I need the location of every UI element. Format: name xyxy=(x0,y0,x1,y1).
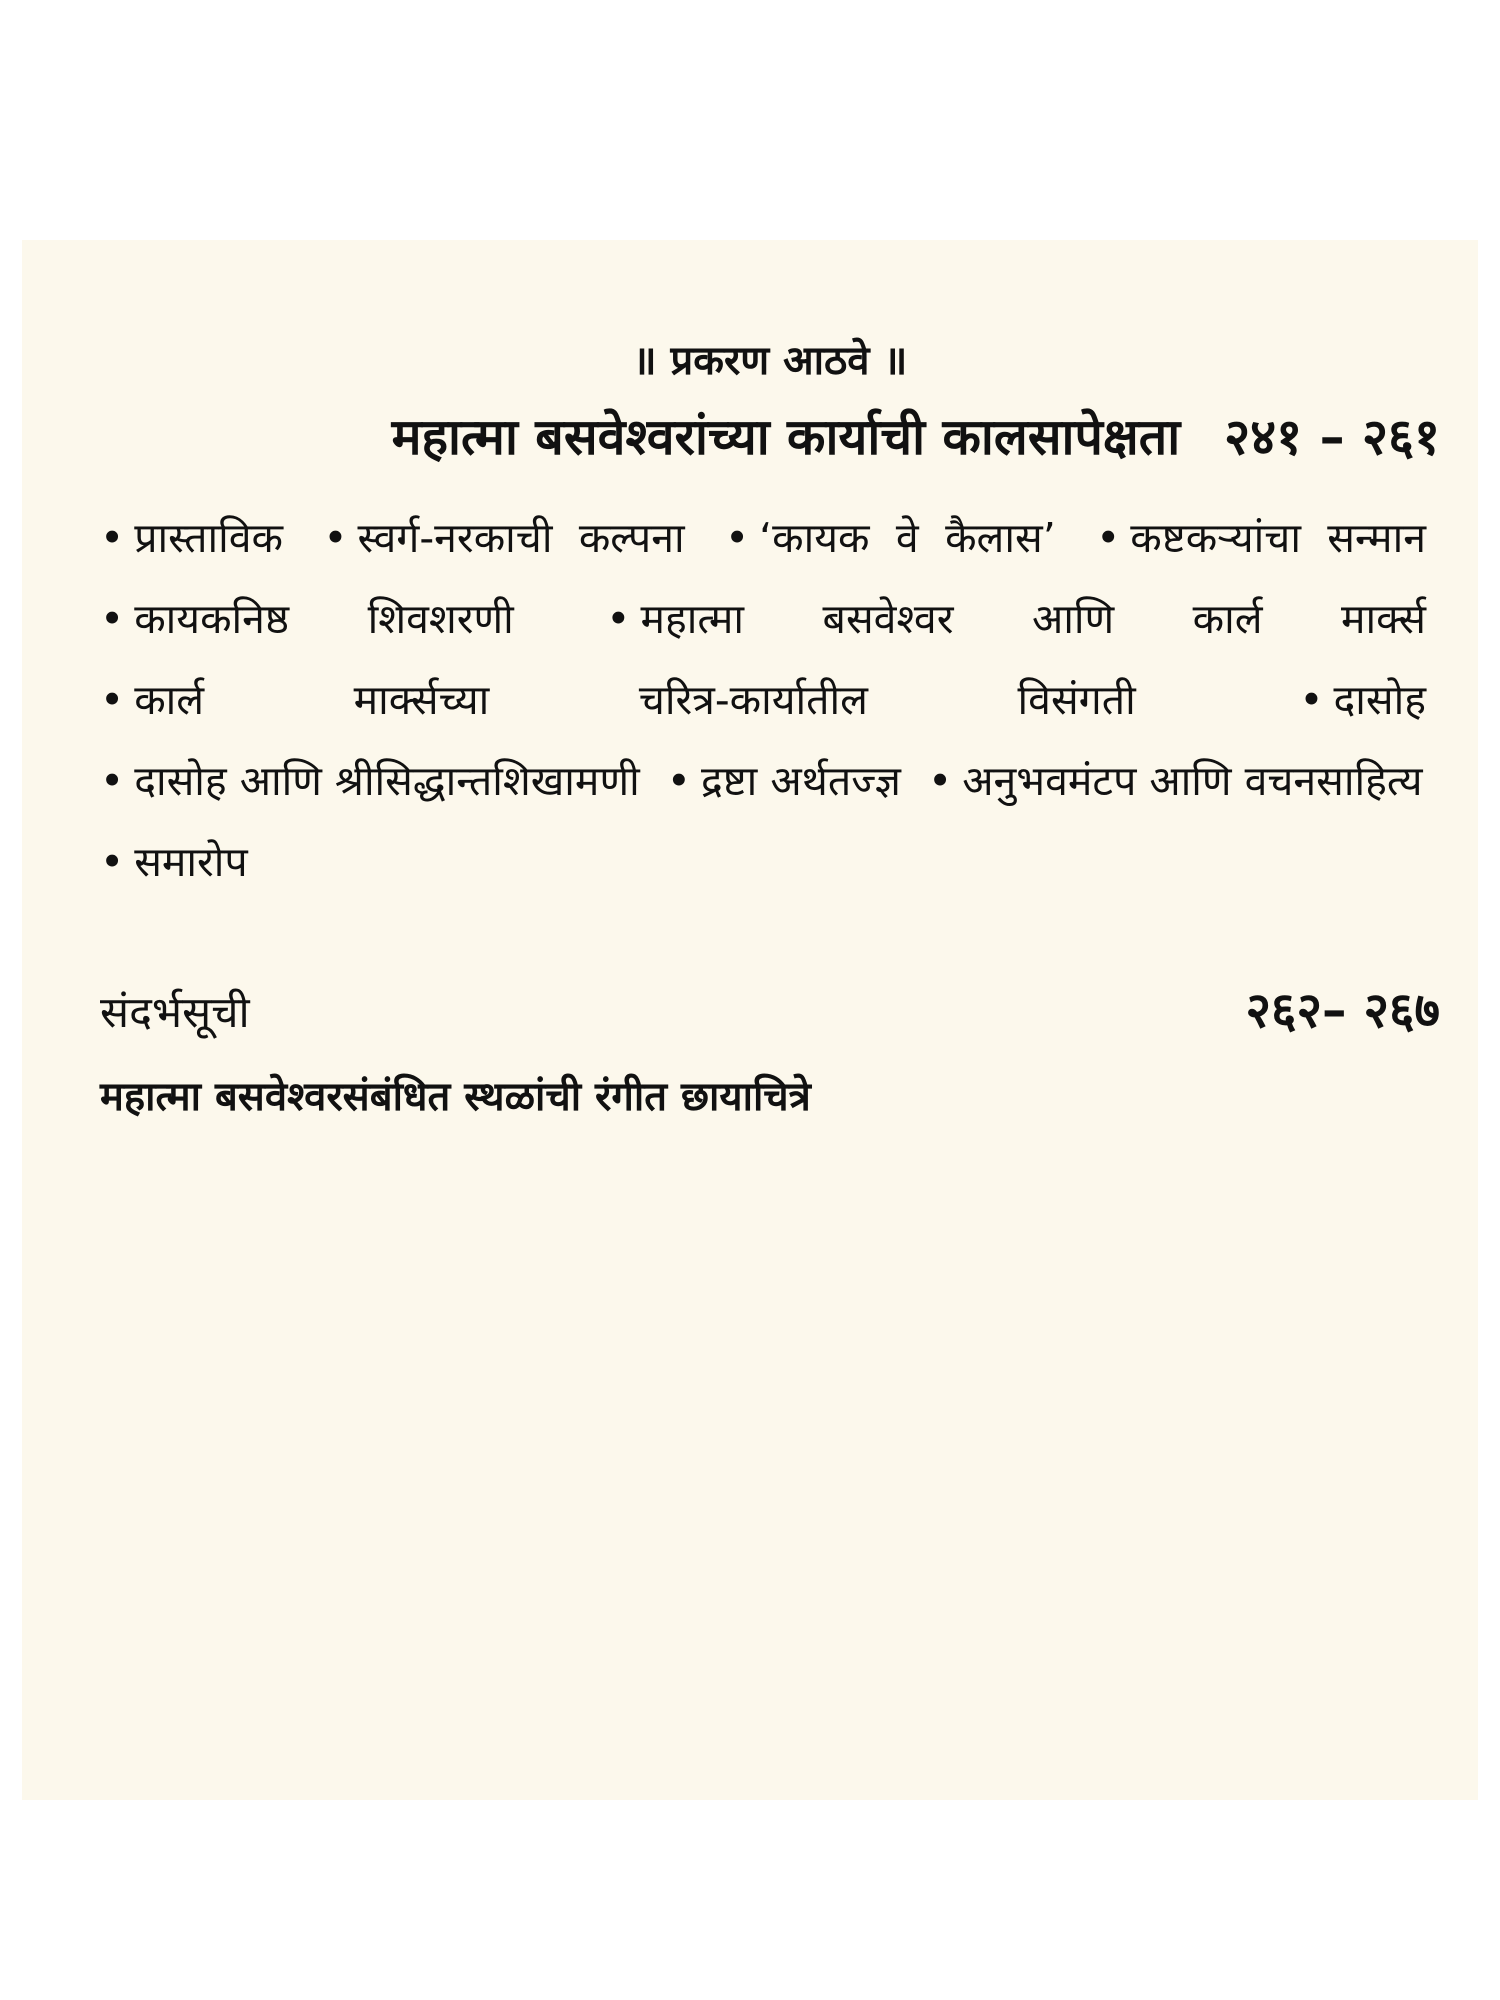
bullet-icon: • xyxy=(100,676,125,724)
bullet-icon: • xyxy=(100,514,125,562)
topic-text: द्रष्टा अर्थतज्ज्ञ xyxy=(700,757,901,805)
topic-item xyxy=(1299,676,1426,724)
topic-text: कायकनिष्ठ शिवशरणी xyxy=(134,595,514,643)
topic-item xyxy=(606,595,1426,643)
bullet-icon: • xyxy=(1096,514,1121,562)
topic-item xyxy=(667,757,901,805)
topic-text: अनुभवमंटप आणि वचनसाहित्य xyxy=(962,757,1423,805)
bullet-icon: • xyxy=(928,757,953,805)
bullet-icon: • xyxy=(1299,676,1324,724)
photographs-entry: महात्मा बसवेश्वरसंबंधित स्थळांची रंगीत छायाचित्रे xyxy=(100,1073,811,1120)
topic-item xyxy=(100,838,248,886)
chapter-title: महात्मा बसवेश्वरांच्या कार्याची कालसापेक्षता xyxy=(391,408,1181,466)
bullet-icon: • xyxy=(323,514,348,562)
topic-text: स्वर्ग-नरकाची कल्पना xyxy=(357,514,685,562)
chapter-entry xyxy=(100,405,1440,470)
chapter-label: ॥ प्रकरण आठवे ॥ xyxy=(632,338,908,384)
topic-item xyxy=(100,676,1136,724)
bullet-icon: • xyxy=(666,757,691,805)
topic-item xyxy=(100,514,283,562)
topic-text: कार्ल मार्क्सच्या चरित्र-कार्यातील विसंगती xyxy=(134,676,1136,724)
topic-text: ‘कायक वे कैलास’ xyxy=(759,514,1056,562)
bullet-icon: • xyxy=(606,595,631,643)
topic-item xyxy=(928,757,1423,805)
topic-list xyxy=(100,498,1440,822)
references-label: संदर्भसूची xyxy=(100,988,250,1038)
topic-text: महात्मा बसवेश्वर आणि कार्ल मार्क्स xyxy=(640,595,1426,643)
book-page xyxy=(22,240,1478,1800)
bullet-icon: • xyxy=(724,514,750,562)
topic-text: प्रास्ताविक xyxy=(134,514,283,562)
topic-item xyxy=(100,757,640,805)
table-of-contents xyxy=(100,335,1440,1123)
chapter-page-range: २४१ – २६१ xyxy=(1224,408,1440,466)
topic-text: दासोह आणि श्रीसिद्धान्तशिखामणी xyxy=(134,757,640,805)
topic-text: समारोप xyxy=(134,838,248,886)
references-page-range: २६२– २६७ xyxy=(1245,982,1440,1039)
topic-text: कष्टकऱ्यांचा सन्मान xyxy=(1130,514,1426,562)
references-entry xyxy=(100,979,1440,1043)
topic-item xyxy=(323,514,684,562)
bullet-icon: • xyxy=(100,757,125,805)
topic-item xyxy=(1096,514,1426,562)
topic-list-end xyxy=(100,822,1440,903)
bullet-icon: • xyxy=(100,595,125,643)
topic-item xyxy=(725,514,1056,562)
topic-text: दासोह xyxy=(1333,676,1426,724)
topic-item xyxy=(100,595,514,643)
bullet-icon: • xyxy=(100,838,125,886)
